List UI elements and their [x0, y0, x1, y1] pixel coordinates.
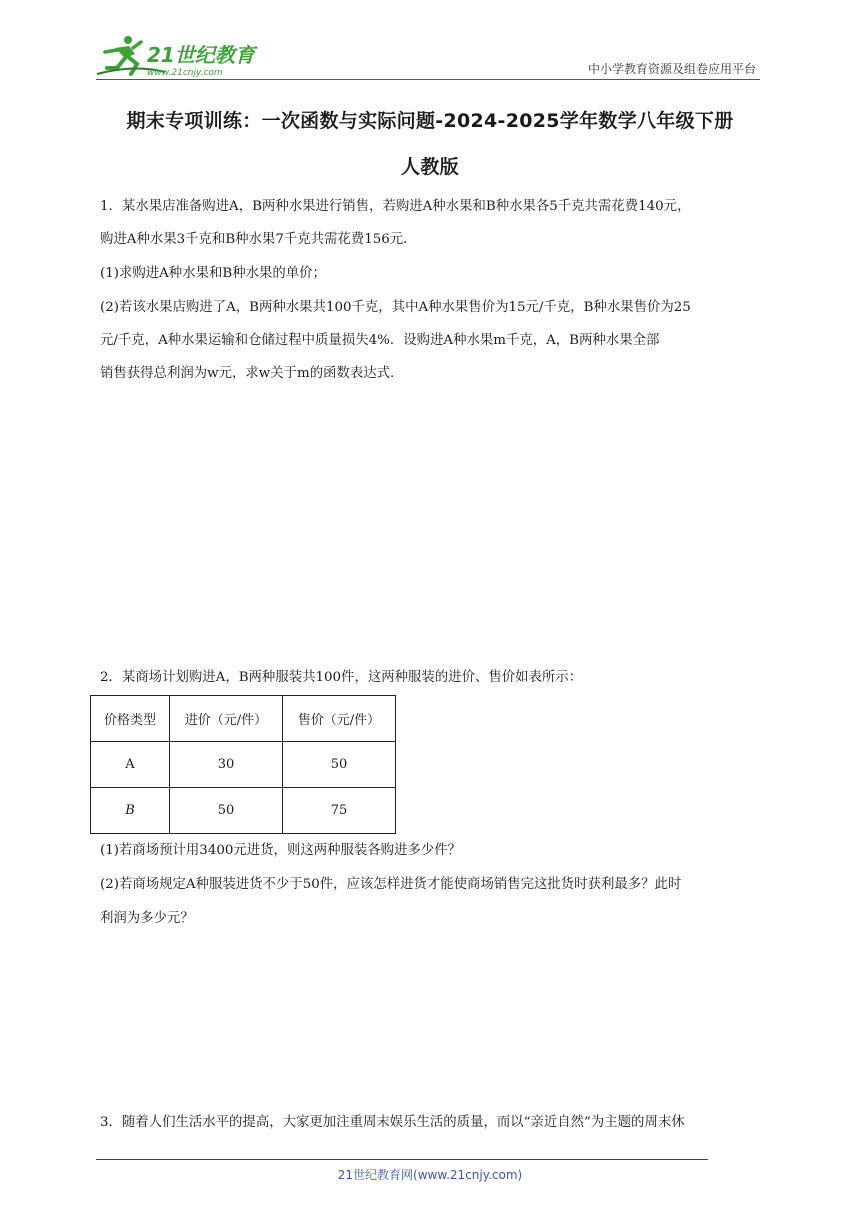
document-title: 期末专项训练：一次函数与实际问题-2024-2025学年数学八年级下册 [126, 110, 734, 132]
table-cell: 75 [283, 788, 396, 834]
q2-intro: 2．某商场计划购进A，B两种服装共100件，这两种服装的进价、售价如表所示： [100, 670, 583, 685]
q1-part2-line2: 元/千克，A种水果运输和仓储过程中质量损失4%．设购进A种水果m千克，A，B两种水果全部 [100, 333, 660, 348]
q1-text-line1: 1．某水果店准备购进A，B两种水果进行销售，若购进A种水果和B种水果各5千克共需花费140元， [100, 199, 691, 214]
q1-part1: (1)求购进A种水果和B种水果的单价； [100, 266, 326, 281]
table-cell: 50 [283, 742, 396, 788]
q2-part1: (1)若商场预计用3400元进货，则这两种服装各购进多少件？ [100, 843, 462, 858]
document-title-line2: 人教版 [401, 156, 459, 178]
header-divider [96, 79, 760, 80]
table-header-cell: 售价（元/件） [283, 696, 396, 742]
q1-part2-line1: (2)若该水果店购进了A，B两种水果共100千克，其中A种水果售价为15元/千克，B种水果售价为25 [100, 300, 691, 315]
site-logo [95, 34, 265, 80]
q2-part2-line1: (2)若商场规定A种服装进货不少于50件，应该怎样进货才能使商场销售完这批货时获利最多？此时 [100, 877, 682, 892]
table-header-cell: 进价（元/件） [170, 696, 283, 742]
table-header-row [91, 696, 396, 742]
q3-text-line1: 3．随着人们生活水平的提高，大家更加注重周末娱乐生活的质量，而以“亲近自然”为主题的周末休 [100, 1115, 685, 1130]
table-header-cell: 价格类型 [91, 696, 170, 742]
q1-text-line2: 购进A种水果3千克和B种水果7千克共需花费156元． [100, 232, 417, 247]
table-cell: A [91, 742, 170, 788]
table-row [91, 788, 396, 834]
table-cell: B [91, 788, 170, 834]
footer-divider [96, 1159, 708, 1160]
table-row [91, 742, 396, 788]
table-cell: 50 [170, 788, 283, 834]
svg-text:21世纪教育: 21世纪教育 [147, 43, 255, 67]
footer-link[interactable]: 21世纪教育网(www.21cnjy.com) [337, 1168, 523, 1182]
svg-text:www.21cnjy.com: www.21cnjy.com [147, 68, 223, 78]
price-table [90, 695, 396, 834]
table-cell: 30 [170, 742, 283, 788]
q2-part2-line2: 利润为多少元？ [100, 911, 194, 926]
q1-part2-line3: 销售获得总利润为w元，求w关于m的函数表达式． [100, 366, 404, 381]
platform-name: 中小学教育资源及组卷应用平台 [587, 62, 756, 76]
